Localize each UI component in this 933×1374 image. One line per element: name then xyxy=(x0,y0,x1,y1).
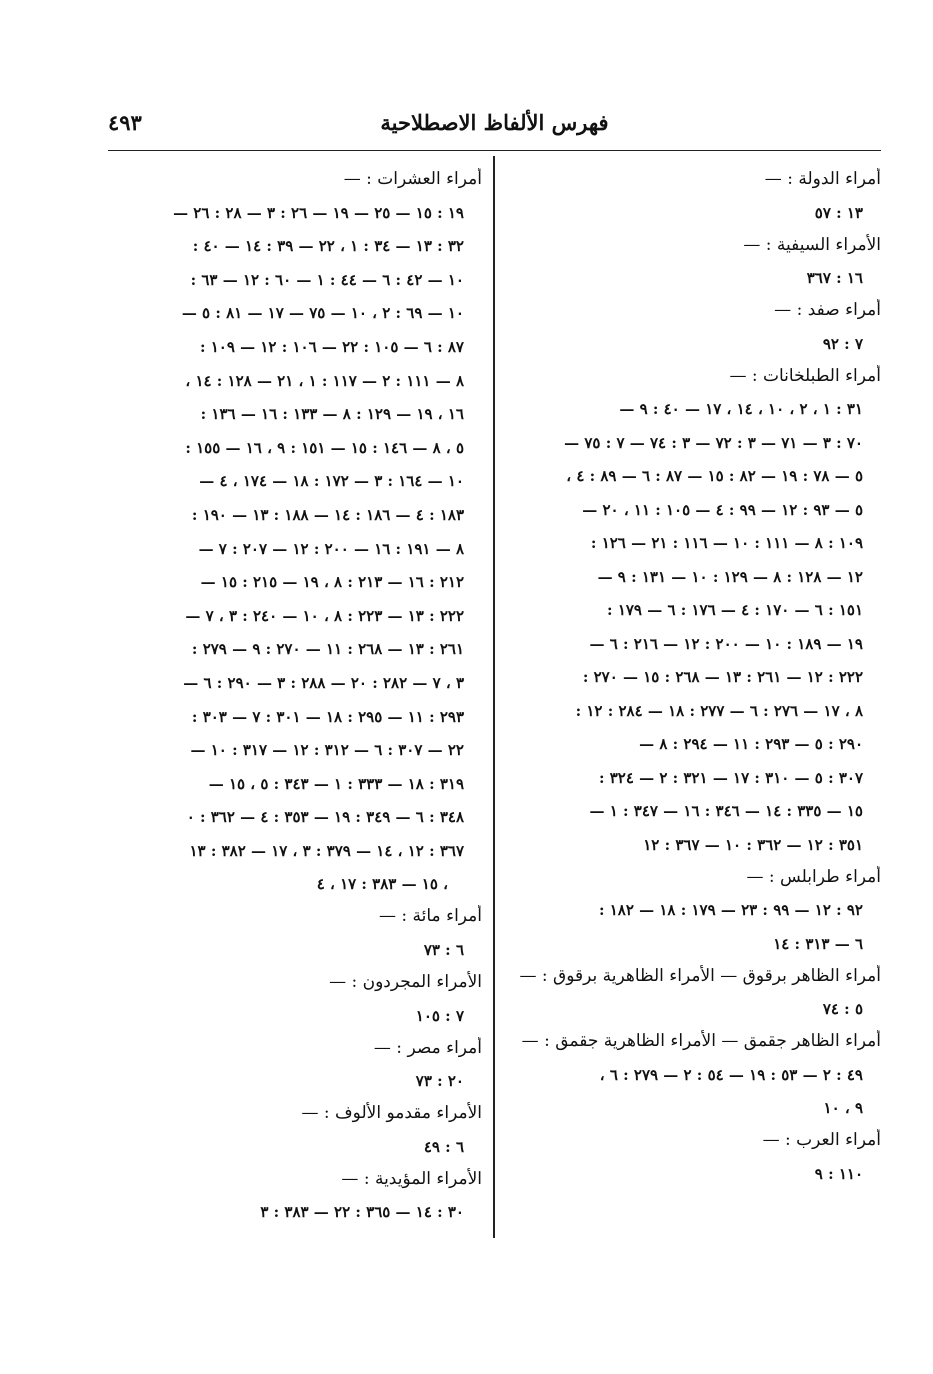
index-entry-heading: أمراء الظاهر جقمق — الأمراء الظاهرية جقمق : — xyxy=(521,1031,881,1051)
header-rule xyxy=(108,150,881,151)
index-entry-heading: أمراء العرب : — xyxy=(762,1130,881,1150)
index-entry-heading: أمراء صفد : — xyxy=(774,300,881,320)
index-entry-references: ٧٠ : ٣ — ٧١ — ٣ : ٧٢ — ٣ : ٧٤ — ٧ : ٧٥ — xyxy=(564,433,863,452)
index-entry-references: ٣٠ : ١٤ — ٣٦٥ : ٢٢ — ٣٨٣ : ٣ xyxy=(260,1203,464,1222)
index-entry-heading: أمراء مائة : — xyxy=(379,906,482,927)
index-entry-references: ٦ — ٣١٣ : ١٤ xyxy=(773,934,863,953)
index-entry-references: ٢٩٠ : ٥ — ٢٩٣ : ١١ — ٢٩٤ : ٨ — xyxy=(639,735,863,753)
right-column xyxy=(501,168,881,1185)
index-entry-references: ٦ : ٧٣ xyxy=(423,941,464,960)
index-entry-references: ١٨٣ : ٤ — ١٨٦ : ١٤ — ١٨٨ : ١٣ — ١٩٠ : xyxy=(191,505,464,524)
index-entry-references: ٥ — ٧٨ : ١٩ — ٨٢ : ١٥ — ٨٧ : ٦ — ٨٩ : ٤ ، xyxy=(566,467,863,485)
index-entry-references: ٨٧ : ٦ — ١٠٥ : ٢٢ — ١٠٦ : ١٢ — ١٠٩ : xyxy=(199,337,464,356)
index-entry-references: ٩ ، ١٠ xyxy=(823,1099,863,1117)
index-entry-references: ١٥١ : ٦ — ١٧٠ : ٤ — ١٧٦ : ٦ — ١٧٩ : xyxy=(607,601,863,619)
index-entry-heading: أمراء طرابلس : — xyxy=(746,866,881,887)
index-entry-references: ٣٦٧ : ١٢ ، ١٤ — ٣٧٩ : ٣ ، ١٧ — ٣٨٢ : ١٣ xyxy=(189,841,464,860)
index-entry-references: ٨ ، ١٧ — ٢٧٦ : ٦ — ٢٧٧ : ١٨ — ٢٨٤ : ١٢ : xyxy=(575,701,863,720)
index-entry-references: ٢٠ : ٧٣ xyxy=(415,1072,464,1091)
index-entry-references: ٣ ، ٧ — ٢٨٢ : ٢٠ — ٢٨٨ : ٣ — ٢٩٠ : ٦ — xyxy=(183,673,464,692)
index-entry-references: ٨ — ١٩١ : ١٦ — ٢٠٠ : ١٢ — ٢٠٧ : ٧ — xyxy=(198,539,464,558)
index-entry-references: ٣٢ : ١٣ — ٣٤ : ١ ، ٢٢ — ٣٩ : ١٤ — ٤٠ : xyxy=(192,237,464,256)
index-entry-references: ١٩ : ١٥ — ٢٥ — ١٩ — ٢٦ : ٣ — ٢٨ : ٢٦ — xyxy=(173,203,464,222)
index-entry-heading: الأمراء المؤيدية : — xyxy=(341,1168,482,1189)
index-entry-heading: الأمراء مقدمو الألوف : — xyxy=(301,1103,482,1124)
page-title: فهرس الألفاظ الاصطلاحية xyxy=(380,110,609,135)
index-entry-references: ٢٢ — ٣٠٧ : ٦ — ٣١٢ : ١٢ — ٣١٧ : ١٠ — xyxy=(190,741,464,760)
index-entry-heading: أمراء العشرات : — xyxy=(343,169,482,189)
left-column xyxy=(112,168,482,1223)
page-header xyxy=(108,108,881,148)
index-entry-heading: الأمراء السيفية : — xyxy=(743,234,881,255)
index-entry-heading: أمراء الطبلخانات : — xyxy=(729,365,881,386)
index-entry-heading: أمراء الظاهر برقوق — الأمراء الظاهرية برقوق : — xyxy=(519,965,881,986)
index-entry-references: ٣٥١ : ١٢ — ٣٦٢ : ١٠ — ٣٦٧ : ١٢ xyxy=(643,835,863,854)
index-entry-references: ١٢ — ١٢٨ : ٨ — ١٢٩ : ١٠ — ١٣١ : ٩ — xyxy=(597,567,863,586)
index-entry-references: ٢١٢ : ١٦ — ٢١٣ : ٨ ، ١٩ — ٢١٥ : ١٥ — xyxy=(200,573,464,592)
index-entry-references: ٦ : ٤٩ xyxy=(423,1137,464,1156)
index-entry-references: ٥ — ٩٣ : ١٢ — ٩٩ : ٤ — ١٠٥ : ١١ ، ٢٠ — xyxy=(582,500,863,519)
index-entry-references: ، ١٥ — ٣٨٣ : ١٧ ، ٤ xyxy=(316,875,448,894)
index-entry-heading: أمراء الدولة : — xyxy=(764,169,881,189)
index-entry-references: ١٠ — ٤٢ : ٦ — ٤٤ : ١ — ٦٠ : ١٢ — ٦٣ : xyxy=(190,270,464,289)
index-entry-references: ٢٢٢ : ١٢ — ٢٦١ : ١٣ — ٢٦٨ : ١٥ — ٢٧٠ : xyxy=(582,668,863,686)
index-entry-references: ٩٢ : ١٢ — ٩٩ : ٢٣ — ١٧٩ : ١٨ — ١٨٢ : xyxy=(598,901,863,919)
index-entry-references: ١٦ ، ١٩ — ١٢٩ : ٨ — ١٣٣ : ١٦ — ١٣٦ : xyxy=(200,405,464,424)
index-entry-references: ١١٠ : ٩ xyxy=(814,1164,863,1183)
page-number: ٤٩٣ xyxy=(108,110,142,135)
index-entry-references: ٣١ : ١ ، ٢ ، ١٠ ، ١٤ ، ١٧ — ٤٠ : ٩ — xyxy=(619,400,863,418)
column-divider xyxy=(493,156,495,1238)
index-entry-references: ٢٦١ : ١٣ — ٢٦٨ : ١١ — ٢٧٠ : ٩ — ٢٧٩ : xyxy=(191,640,464,659)
index-entry-references: ٧ : ١٠٥ xyxy=(415,1006,464,1025)
index-entry-references: ٧ : ٩٢ xyxy=(822,334,863,353)
index-entry-heading: الأمراء المجردون : — xyxy=(329,972,482,993)
index-entry-references: ٥ ، ٨ — ١٤٦ : ١٥ — ١٥١ : ٩ ، ١٦ — ١٥٥ : xyxy=(185,438,464,457)
index-entry-references: ١٦ : ٣٦٧ xyxy=(806,269,863,287)
index-entry-references: ١٠ — ٦٩ : ٢ ، ١٠ — ٧٥ — ١٧ — ٨١ : ٥ — xyxy=(181,304,464,323)
index-entry-references: ١٣ : ٥٧ xyxy=(814,203,863,222)
index-entry-references: ١٠ — ١٦٤ : ٣ — ١٧٢ : ١٨ — ١٧٤ ، ٤ — xyxy=(199,472,464,491)
index-entry-references: ٤٩ : ٢ — ٥٣ : ١٩ — ٥٤ : ٢ — ٢٧٩ : ٦ ، xyxy=(599,1065,863,1084)
index-entry-references: ١٠٩ : ٨ — ١١١ : ١٠ — ١١٦ : ٢١ — ١٢٦ : xyxy=(590,534,863,552)
index-entry-references: ٥ : ٧٤ xyxy=(822,1000,863,1018)
index-entry-references: ٣١٩ : ١٨ — ٣٣٣ : ١ — ٣٤٣ : ٥ ، ١٥ — xyxy=(208,774,464,793)
index-entry-references: ٨ — ١١١ : ٢ — ١١٧ : ١ ، ٢١ — ١٢٨ : ١٤ ، xyxy=(185,371,464,390)
index-entry-references: ٢٢٢ : ١٣ — ٢٢٣ : ٨ ، ١٠ — ٢٤٠ : ٣ ، ٧ — xyxy=(185,606,464,625)
index-entry-references: ١٥ — ٣٣٥ : ١٤ — ٣٤٦ : ١٦ — ٣٤٧ : ١ — xyxy=(589,802,863,820)
index-entry-references: ١٩ — ١٨٩ : ١٠ — ٢٠٠ : ١٢ — ٢١٦ : ٦ — xyxy=(589,634,863,653)
index-entry-references: ٣٠٧ : ٥ — ٣١٠ : ١٧ — ٣٢١ : ٢ — ٣٢٤ : xyxy=(598,768,863,787)
index-entry-references: ٢٩٣ : ١١ — ٢٩٥ : ١٨ — ٣٠١ : ٧ — ٣٠٣ : xyxy=(191,707,464,726)
index-entry-references: ٣٤٨ : ٦ — ٣٤٩ : ١٩ — ٣٥٣ : ٤ — ٣٦٢ : ٠ xyxy=(186,808,464,827)
index-entry-heading: أمراء مصر : — xyxy=(373,1037,482,1058)
